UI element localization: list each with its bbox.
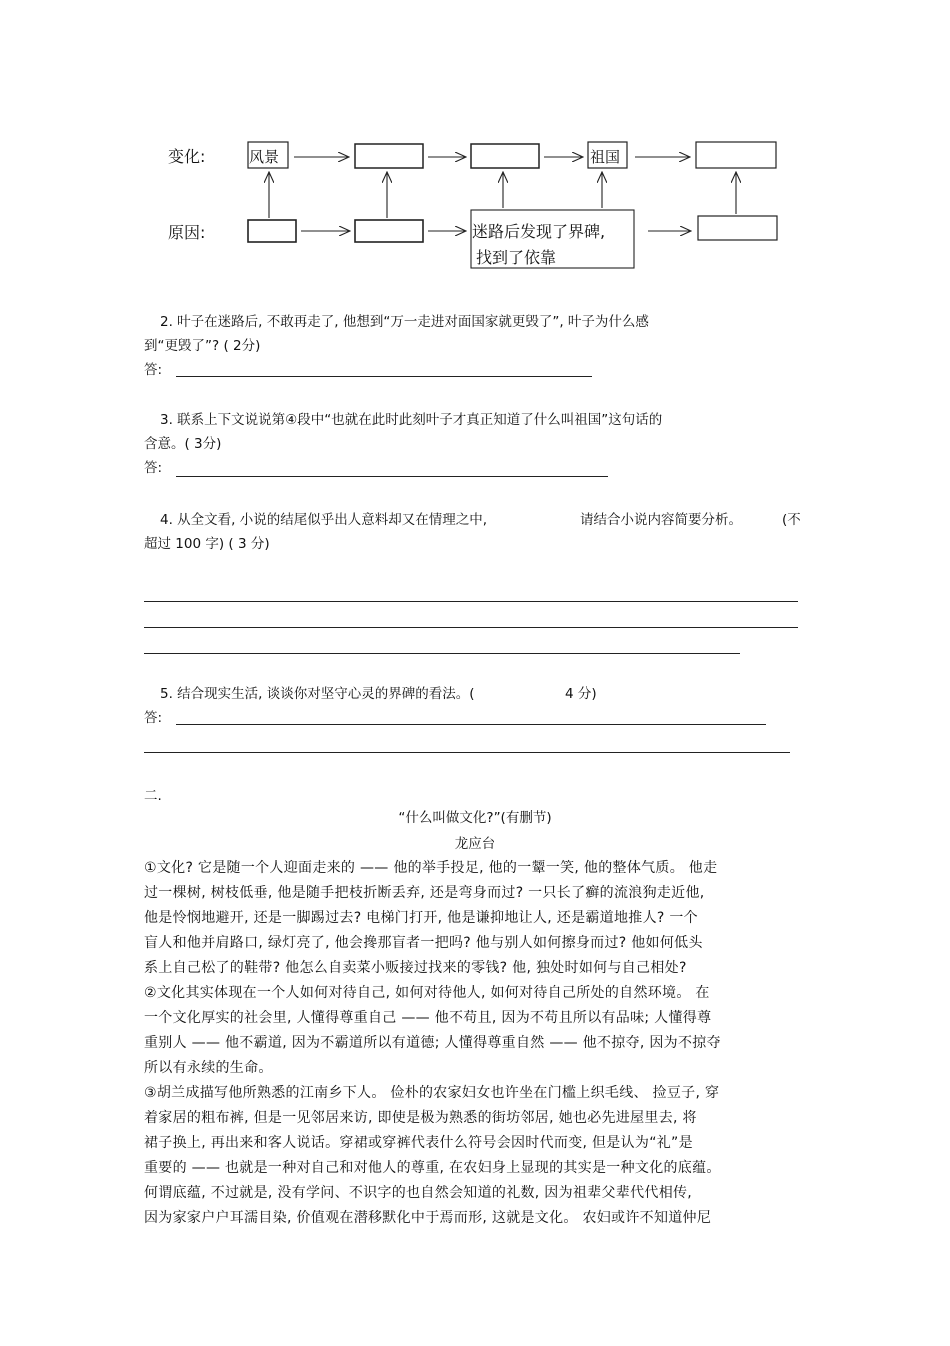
passage-line: 何谓底蕴, 不过就是, 没有学问、不识字的也自然会知道的礼数, 因为祖辈父辈代代相传, bbox=[144, 1185, 693, 1201]
passage-line: ①文化? 它是随一个人迎面走来的 —— 他的举手投足, 他的一颦一笑, 他的整体气质。 他走 bbox=[144, 860, 718, 876]
question-4-answer-line-3[interactable] bbox=[144, 653, 740, 654]
box-cause-5 bbox=[698, 216, 777, 240]
passage-line: 过一棵树, 树枝低垂, 他是随手把枝折断丢弃, 还是弯身而过? 一只长了癣的流浪狗走近他, bbox=[144, 885, 705, 901]
box-scenery-label: 风景 bbox=[249, 148, 280, 166]
passage-line: ③胡兰成描写他所熟悉的江南乡下人。 俭朴的农家妇女也许坐在门槛上织毛线、 捡豆子, 穿 bbox=[144, 1085, 720, 1101]
passage-line: 因为家家户户耳濡目染, 价值观在潜移默化中于焉而形, 这就是文化。 农妇或许不知道仲尼 bbox=[144, 1210, 712, 1226]
question-3-answer-label: 答: bbox=[144, 460, 163, 476]
box-motherland-label: 祖国 bbox=[590, 148, 621, 166]
question-4-answer-line-2[interactable] bbox=[144, 627, 798, 628]
cause-boundary-line2: 找到了依靠 bbox=[476, 248, 557, 267]
passage-line: 所以有永续的生命。 bbox=[144, 1060, 273, 1076]
passage-line: 他是怜悯地避开, 还是一脚踢过去? 电梯门打开, 他是谦抑地让人, 还是霸道地推人? 一个 bbox=[144, 910, 698, 926]
question-2-line2: 到“更毁了”? ( 2分) bbox=[144, 338, 261, 354]
question-4-line1b: 请结合小说内容简要分析。 bbox=[580, 512, 742, 528]
passage-line: ②文化其实体现在一个人如何对待自己, 如何对待他人, 如何对待自己所处的自然环境。 在 bbox=[144, 985, 710, 1001]
passage-line: 盲人和他并肩路口, 绿灯亮了, 他会搀那盲者一把吗? 他与别人如何擦身而过? 他如何低头 bbox=[144, 935, 703, 951]
box-cause-1 bbox=[248, 220, 296, 242]
question-3 bbox=[144, 408, 824, 480]
question-5-line1: 5. 结合现实生活, 谈谈你对坚守心灵的界碑的看法。( bbox=[160, 686, 475, 702]
question-3-answer-line[interactable] bbox=[176, 476, 608, 477]
box-change-5 bbox=[696, 142, 776, 168]
article-title: “什么叫做文化?”(有删节) bbox=[398, 810, 552, 826]
passage-line: 系上自己松了的鞋带? 他怎么自卖菜小贩接过找来的零钱? 他, 独处时如何与自己相处? bbox=[144, 960, 687, 976]
question-2-answer-label: 答: bbox=[144, 362, 163, 378]
flow-diagram bbox=[150, 130, 800, 280]
box-change-2 bbox=[355, 144, 423, 168]
question-5-answer-line-2[interactable] bbox=[144, 752, 790, 753]
passage-line: 重别人 —— 他不霸道, 因为不霸道所以有道德; 人懂得尊重自然 —— 他不掠夺, 因为不掠夺 bbox=[144, 1035, 721, 1051]
cause-boundary-line1: 迷路后发现了界碑, bbox=[472, 222, 606, 241]
row-label-cause: 原因: bbox=[168, 223, 206, 242]
question-5-answer-label: 答: bbox=[144, 710, 163, 726]
question-2-line1: 2. 叶子在迷路后, 不敢再走了, 他想到“万一走进对面国家就更毁了”, 叶子为什么感 bbox=[160, 314, 649, 330]
passage-line: 着家居的粗布裤, 但是一见邻居来访, 即使是极为熟悉的街坊邻居, 她也必先进屋里去, 将 bbox=[144, 1110, 697, 1126]
question-4-answer-line-1[interactable] bbox=[144, 601, 798, 602]
question-4-line2: 超过 100 字) ( 3 分) bbox=[144, 536, 270, 552]
question-4-line1a: 4. 从全文看, 小说的结尾似乎出人意料却又在情理之中, bbox=[160, 512, 488, 528]
article-author: 龙应台 bbox=[454, 836, 496, 852]
passage-line: 裙子换上, 再出来和客人说话。穿裙或穿裤代表什么符号会因时代而变, 但是认为“礼”是 bbox=[144, 1135, 693, 1151]
box-cause-2 bbox=[355, 220, 423, 242]
passage-line: 重要的 —— 也就是一种对自己和对他人的尊重, 在农妇身上显现的其实是一种文化的底蕴。 bbox=[144, 1160, 721, 1176]
question-2-answer-line[interactable] bbox=[176, 376, 592, 377]
passage-line: 一个文化厚实的社会里, 人懂得尊重自己 —— 他不苟且, 因为不苟且所以有品味; 人懂得尊 bbox=[144, 1010, 712, 1026]
box-change-3 bbox=[471, 144, 539, 168]
question-4-line1c: (不 bbox=[782, 512, 801, 528]
question-3-line1: 3. 联系上下文说说第④段中“也就在此时此刻叶子才真正知道了什么叫祖国”这句话的 bbox=[160, 412, 663, 428]
question-2 bbox=[144, 310, 824, 382]
question-5-score: 4 分) bbox=[565, 686, 597, 702]
question-3-line2: 含意。( 3分) bbox=[144, 436, 222, 452]
passage bbox=[144, 856, 808, 1231]
question-5-answer-line-1[interactable] bbox=[176, 724, 766, 725]
row-label-change: 变化: bbox=[168, 147, 206, 166]
section-2-number: 二. bbox=[144, 788, 162, 804]
